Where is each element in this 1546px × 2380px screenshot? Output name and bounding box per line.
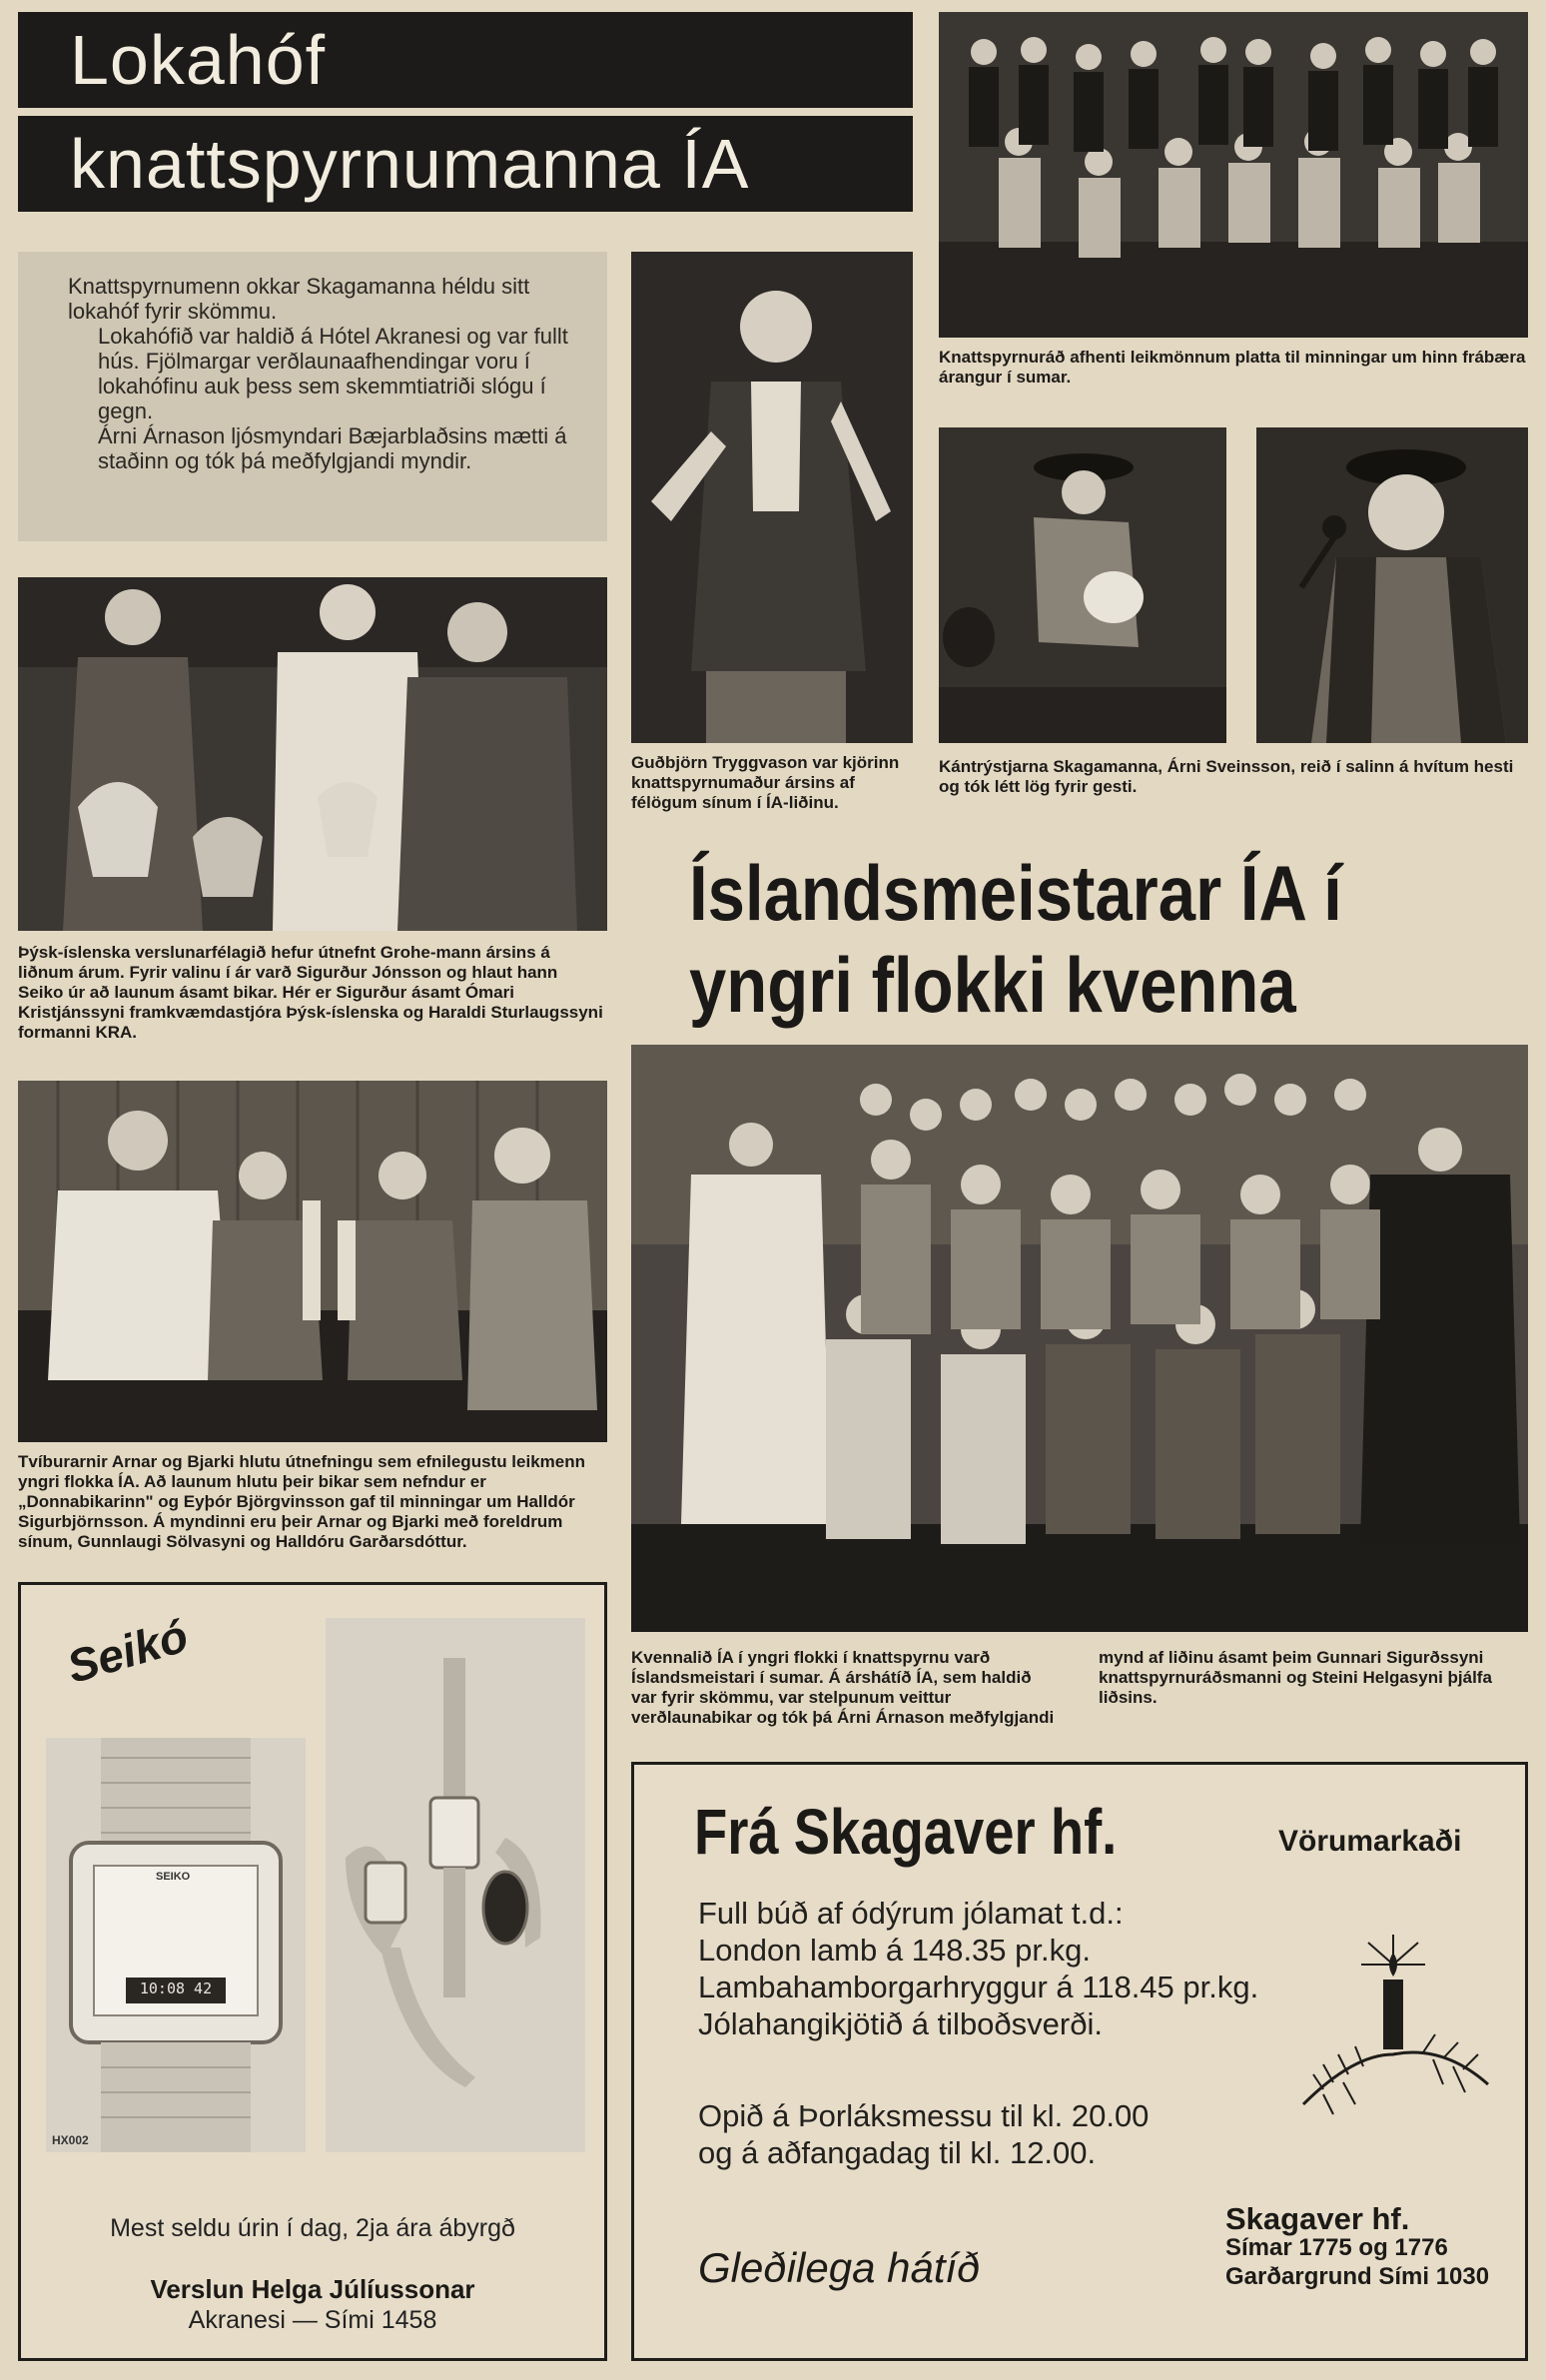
women-team-photo — [631, 1045, 1528, 1632]
skagaver-phones: Símar 1775 og 1776 — [1225, 2234, 1448, 2261]
country-star-caption: Kántrýstjarna Skagamanna, Árni Sveinsson, reið í salinn á hvítum hesti og tók létt lög fyrir gesti. — [939, 757, 1514, 796]
intro-paragraph-2: Lokahófið var haldið á Hótel Akranesi og var fullt hús. Fjölmargar verðlaunaafhendingar voru í lokahófinu auk þess sem skemmtiatriði slógu í gegn. — [98, 324, 568, 423]
intro-paragraph-3: Árni Árnason ljósmyndari Bæjarblaðsins mætti á staðinn og tók þá meðfylgjandi myndir. — [98, 423, 567, 473]
page-title-line2 — [18, 116, 913, 212]
seiko-store-name: Verslun Helga Júlíussonar — [150, 2274, 475, 2304]
twins-caption: Tvíburarnir Arnar og Bjarki hlutu útnefningu sem efnilegustu leikmenn yngri flokka ÍA. Að launum hlutu þeir bikar sem nefndur er „Donnabikarinn" og Eyþór Björgvinsson gaf til minningar um Halldór Sigurbjörnsson. Á myndinni eru þeir Arnar og Bjarki með foreldrum sínum, Gunnlaugi Sölvasyni og Halldóru Garðarsdóttur. — [18, 1452, 585, 1551]
seiko-store-location: Akranesi — Sími 1458 — [188, 2306, 437, 2334]
skagaver-hours — [698, 2097, 1337, 2171]
gudbjorn-photo — [631, 252, 913, 743]
page-title-line1 — [18, 12, 913, 108]
country-star-photo-left — [939, 427, 1226, 743]
headline-line1: Íslandsmeistarar ÍA í — [689, 849, 1342, 937]
skagaver-branch: Garðargrund Sími 1030 — [1225, 2263, 1490, 2290]
skagaver-subtitle: Vörumarkaði — [1278, 1825, 1462, 1858]
skagaver-title: Frá Skagaver hf. — [694, 1796, 1118, 1868]
ladies-watches-panel — [326, 1618, 585, 2152]
skagaver-company: Skagaver hf. — [1225, 2201, 1410, 2236]
skagaver-greeting: Gleðilega hátíð — [698, 2244, 981, 2291]
women-caption-left: Kvennalið ÍA í yngri flokki í knattspyrnu varð Íslandsmeistari í sumar. Á árshátíð ÍA, sem haldið var fyrir skömmu, var stelpunum veittur verðlaunabikar og tók þá Árni Árnason meðfylgjandi — [631, 1648, 1055, 1727]
grohe-caption: Þýsk-íslenska verslunarfélagið hefur útnefnt Grohe-mann ársins á liðnum árum. Fyrir valinu í ár varð Sigurður Jónsson og hlaut hann Seiko úr að launum ásamt bikar. Hér er Sigurður ásamt Ómari Kristjánssyni framkvæmdastjóra Þýsk-íslenska og Haraldi Sturlaugssyni formanni KRA. — [18, 943, 603, 1042]
christmas-candle-icon — [1293, 1935, 1493, 2124]
hours-line-2: og á aðfangadag til kl. 12.00. — [698, 2135, 1097, 2170]
grohe-award-photo — [18, 577, 607, 931]
seiko-ad — [18, 1582, 607, 2361]
title-text-1: Lokahóf — [70, 21, 327, 99]
gudbjorn-caption: Guðbjörn Tryggvason var kjörinn knattspyrnumaður ársins af félögum sínum í ÍA-liðinu. — [631, 753, 900, 812]
women-caption-right: mynd af liðinu ásamt þeim Gunnari Sigurðssyni knattspyrnuráðsmanni og Steini Helgasyni þjálfa liðsins. — [1099, 1648, 1492, 1707]
offer-line-2: London lamb á 148.35 pr.kg. — [698, 1933, 1091, 1968]
intro-box — [18, 252, 607, 541]
skagaver-offers — [698, 1895, 1337, 2042]
offer-line-4: Jólahangikjötið á tilboðsverði. — [698, 2006, 1103, 2041]
hours-line-1: Opið á Þorláksmessu til kl. 20.00 — [698, 2098, 1150, 2133]
seiko-logo: Seikó — [61, 1609, 194, 1694]
title-text-2: knattspyrnumanna ÍA — [70, 125, 750, 203]
headline-line2: yngri flokki kvenna — [689, 941, 1296, 1029]
intro-paragraph-1: Knattspyrnumenn okkar Skagamanna héldu sitt lokahóf fyrir skömmu. — [68, 274, 530, 324]
skagaver-contact — [1225, 2201, 1515, 2291]
skagaver-ad — [631, 1762, 1528, 2361]
team-plates-caption: Knattspyrnuráð afhenti leikmönnum platta til minningar um hinn frábæra árangur í sumar. — [939, 348, 1526, 387]
women-headline — [689, 847, 1528, 1047]
offer-line-3: Lambahamborgarhryggur á 118.45 pr.kg. — [698, 1970, 1259, 2004]
watch-model-label: HX002 — [52, 2133, 89, 2147]
team-plates-photo — [939, 12, 1528, 338]
seiko-slogan: Mest seldu úrin í dag, 2ja ára ábyrgð — [110, 2214, 515, 2242]
digital-watch-panel — [46, 1738, 306, 2152]
watch-brand-label: SEIKO — [156, 1871, 191, 1883]
offer-line-1: Full búð af ódýrum jólamat t.d.: — [698, 1896, 1124, 1931]
twins-photo — [18, 1081, 607, 1442]
watch-time-display: 10:08 42 — [139, 1980, 213, 1997]
country-star-photo-right — [1256, 427, 1528, 743]
